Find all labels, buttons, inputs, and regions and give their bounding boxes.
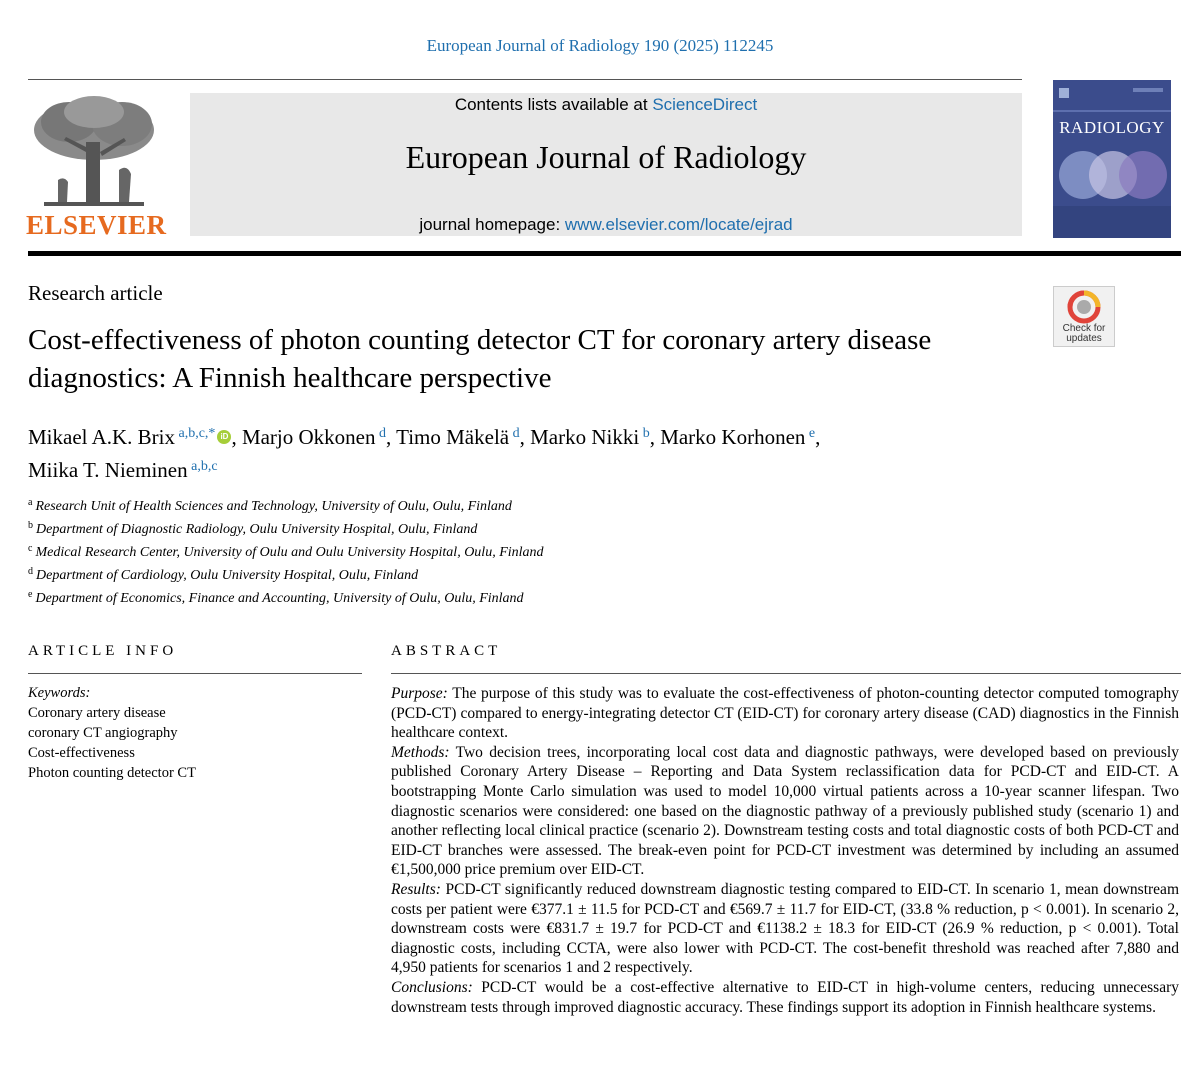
author-name[interactable]: Mikael A.K. Brix — [28, 425, 175, 449]
author-name[interactable]: Miika T. Nieminen — [28, 458, 188, 482]
keyword-item: Coronary artery disease — [28, 705, 166, 721]
abstract-conclusions — [391, 978, 1179, 1017]
abstract-results — [391, 880, 1179, 978]
affiliation-item: $^b$ Department of Diagnostic Radiology, Oulu University Hospital, Oulu, Finland — [28, 520, 478, 537]
publisher-logo-text: ELSEVIER — [26, 210, 167, 240]
author-affiliation-marks[interactable]: d — [379, 426, 386, 441]
methods-label: Methods: — [391, 743, 450, 761]
article-info-heading: ARTICLE INFO — [28, 643, 178, 659]
keyword-item: Photon counting detector CT — [28, 765, 196, 781]
conclusions-label: Conclusions: — [391, 978, 473, 996]
abstract-body — [391, 684, 1179, 1017]
check-for-updates-button[interactable] — [1053, 286, 1115, 347]
keywords-section — [28, 683, 358, 783]
affiliation-list — [28, 493, 828, 608]
purpose-label: Purpose: — [391, 685, 448, 702]
author-affiliation-marks[interactable]: b — [642, 426, 650, 441]
author-list: Mikael A.K. Brix $^{a,b,c,*}$ iD , Marjo Okkonen $^d$, Timo Mäkelä $^d$, Marko Nikki $^b$, Marko Korhonen $^e$, Miika T. Nieminen $^{a,b,c}$ — [28, 425, 821, 482]
journal-banner — [190, 93, 1022, 236]
author-affiliation-marks[interactable]: d — [512, 426, 520, 441]
article-info-divider — [28, 673, 362, 674]
abstract-divider — [391, 673, 1181, 674]
author-name[interactable]: Timo Mäkelä — [396, 425, 510, 449]
header-divider — [28, 79, 1022, 80]
masthead-rule — [28, 251, 1181, 256]
affiliation-item: $^e$ Department of Economics, Finance and Accounting, University of Oulu, Oulu, Finland — [28, 589, 524, 606]
homepage-prefix: journal homepage: — [419, 215, 565, 234]
author-name[interactable]: Marjo Okkonen — [241, 425, 376, 449]
methods-text: Two decision trees, incorporating local cost data and diagnostic pathways, were developed based on previously published Coronary Artery Disease – Reporting and Data System reclassification data for PCD-CT and EID-CT. A bootstrapping Monte Carlo simulation was used to model 10,000 virtual patients across a 10-year scanner lifespan. Two diagnostic scenarios were considered: one based on the diagnostic pathway of a previously published study (scenario 1) and another reflecting local clinical practice (scenario 2). Downstream testing costs and total diagnostic costs of both PCD-CT and EID-CT branches were assessed. The break-even point for PCD-CT investment was determined by including an assumed €1,500,000 price premium over EID-CT. — [391, 743, 1179, 879]
journal-title: European Journal of Radiology — [405, 139, 807, 175]
abstract-methods — [391, 743, 1179, 880]
orcid-icon[interactable]: iD — [217, 430, 231, 444]
author-name[interactable]: Marko Nikki — [530, 425, 640, 449]
cover-title: RADIOLOGY — [1059, 118, 1165, 137]
contents-prefix: Contents lists available at — [454, 95, 653, 114]
journal-citation[interactable]: European Journal of Radiology 190 (2025) 112245 — [426, 36, 774, 55]
keyword-item: coronary CT angiography — [28, 725, 178, 741]
abstract-purpose — [391, 684, 1179, 743]
affiliation-item: $^a$ Research Unit of Health Sciences and Technology, University of Oulu, Oulu, Finland — [28, 497, 512, 514]
author-affiliation-marks[interactable]: e — [808, 426, 816, 441]
sciencedirect-link[interactable]: ScienceDirect — [652, 95, 758, 114]
results-label: Results: — [391, 880, 441, 898]
check-updates-line-1: Check for — [1062, 323, 1106, 334]
check-updates-icon — [1054, 289, 1114, 325]
results-text: PCD-CT significantly reduced downstream diagnostic testing compared to EID-CT. In scenario 1, mean downstream costs per patient were €377.1 ± 11.5 for PCD-CT and €569.7 ± 11.7 for EID-CT, (33.8 % reduction, p < 0.001). In scenario 2, downstream costs were €831.7 ± 19.7 for PCD-CT and €1138.2 ± 18.3 for EID-CT (26.9 % reduction, p < 0.001). Total diagnostic costs, including CCTA, were also lower with PCD-CT. The cost-benefit threshold was reached after 7,880 and 4,950 patients for scenarios 1 and 2 respectively. — [391, 880, 1179, 977]
affiliation-item: $^d$ Department of Cardiology, Oulu University Hospital, Oulu, Finland — [28, 566, 419, 583]
author-affiliation-marks[interactable]: a,b,c — [191, 459, 218, 474]
paper-title: Cost-effectiveness of photon counting detector CT for coronary artery disease diagnostics: A Finnish healthcare perspective — [28, 324, 932, 394]
affiliation-item: $^c$ Medical Research Center, University of Oulu and Oulu University Hospital, Oulu, Finland — [28, 543, 544, 560]
purpose-text: The purpose of this study was to evaluate the cost-effectiveness of photon-counting detector computed tomography (PCD-CT) compared to energy-integrating detector CT (EID-CT) for coronary artery disease (CAD) diagnostics in the Finnish healthcare context. — [391, 685, 1179, 742]
author-affiliation-marks[interactable]: a,b,c,* — [178, 426, 216, 441]
abstract-heading: ABSTRACT — [391, 643, 502, 659]
conclusions-text: PCD-CT would be a cost-effective alternative to EID-CT in high-volume centers, reducing unnecessary downstream tests through improved diagnostic accuracy. These findings support its adoption in Finnish healthcare systems. — [391, 978, 1179, 1016]
keywords-label: Keywords: — [28, 685, 91, 701]
journal-homepage-link[interactable]: www.elsevier.com/locate/ejrad — [564, 215, 793, 234]
article-type: Research article — [28, 281, 163, 305]
journal-cover-image[interactable] — [1053, 80, 1171, 238]
check-updates-line-2: updates — [1066, 333, 1102, 344]
contents-line — [190, 95, 1022, 115]
homepage-line — [190, 215, 1022, 235]
author-name[interactable]: Marko Korhonen — [660, 425, 806, 449]
keyword-item: Cost-effectiveness — [28, 745, 135, 761]
check-updates-label — [1054, 324, 1114, 344]
